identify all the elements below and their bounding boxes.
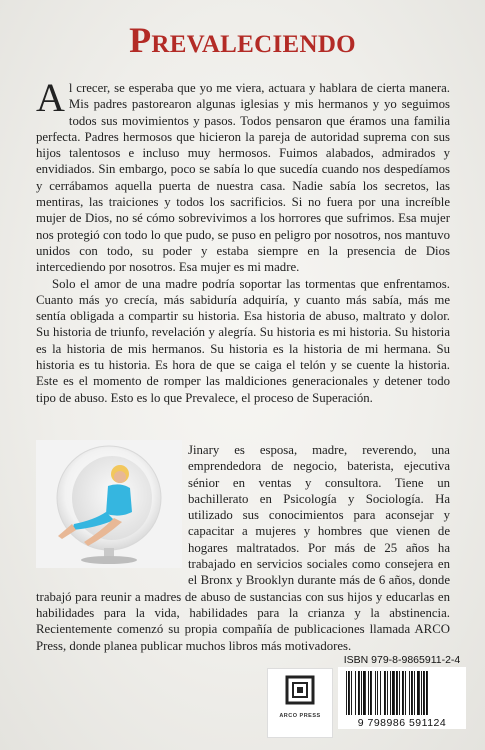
arco-press-logo-icon	[268, 669, 332, 713]
barcode-number: 9 798986 591124	[338, 717, 466, 729]
isbn-label: ISBN 979-8-9865911-2-4	[343, 654, 461, 666]
dropcap-letter: A	[36, 75, 65, 120]
photo-spacer	[36, 442, 188, 584]
synopsis-paragraph-1	[36, 75, 450, 276]
book-title: Prevaleciendo	[129, 20, 356, 60]
isbn-barcode	[338, 667, 466, 717]
synopsis-paragraph-2: Solo el amor de una madre podría soportar las tormentas que enfrentamos. Cuanto más yo crecía, más sabiduría adquiría, y cuanto más sabía, más me sentía obligada a compartir su historia. Esa historia de abuso, maltrato y dolor. Su historia de triunfo, revelación y alegría. Su historia es mi historia. Su historia es la historia de mis hermanos. Su historia es la historia de mi hermana. Su historia es tu historia. Es hora de que se caiga el telón y se cuente la historia. Este es el momento de romper las maldiciones generacionales y detener todo tipo de abuso. Esto es lo que Prevalece, el proceso de Superación.	[36, 276, 450, 405]
barcode-bars-icon	[338, 667, 466, 717]
synopsis-text	[36, 75, 450, 406]
author-bio-text: Jinary es esposa, madre, reverendo, una emprendedora de negocio, baterista, ejecutiva sénior en ventas y consultora. Tiene un bachillerato en Psicología y Sociología. Ha utilizado sus conocimientos para aconsejar y capacitar a mujeres y hombres que vienen de hogares maltratados. Por más de 25 años ha trabajado en servicios sociales como consejera en el Bronx y Brooklyn durante más de 6 años, donde trabajó para reunir a madres de abuso de sustancias con sus hijos y educarlas en habilidades para la vida, habilidades para la crianza y la abstinencia. Recientemente comenzó su propia compañía de publicaciones llamada ARCO Press, donde planea publicar muchos libros más motivadores.	[36, 443, 450, 653]
publisher-name: ARCO PRESS	[279, 713, 321, 719]
publisher-logo	[267, 668, 333, 738]
author-bio	[36, 442, 450, 654]
synopsis-paragraph-1-text: l crecer, se esperaba que yo me viera, actuara y hablara de cierta manera. Mis padres pastorearon algunas iglesias y mis hermanos y yo seguimos todos sus movimientos y pasos. Todos pensaron que éramos una familia perfecta. Padres hermosos que hicieron la pareja de autoridad suprema con sus hijos talentosos e incluso muy hermosos. Fuimos alabados, admirados y envidiados. Sin embargo, poco se sabía lo que sucedía cuando nos despedíamos y cerrábamos aquella puerta de nuestra casa. Nadie sabía los secretos, las mentiras, las traiciones y todos los sacrificios. Si no fuera por una increíble mujer de Dios, no sé cómo sobrevivimos a los horrores que sufrimos. Esa mujer nos protegió con todo lo que pudo, se puso en peligro por nosotros, nos mantuvo unidos con todo, su poder y estaba siempre en la presencia de Dios intercediendo por nosotros. Esa mujer es mi madre.	[36, 81, 450, 275]
